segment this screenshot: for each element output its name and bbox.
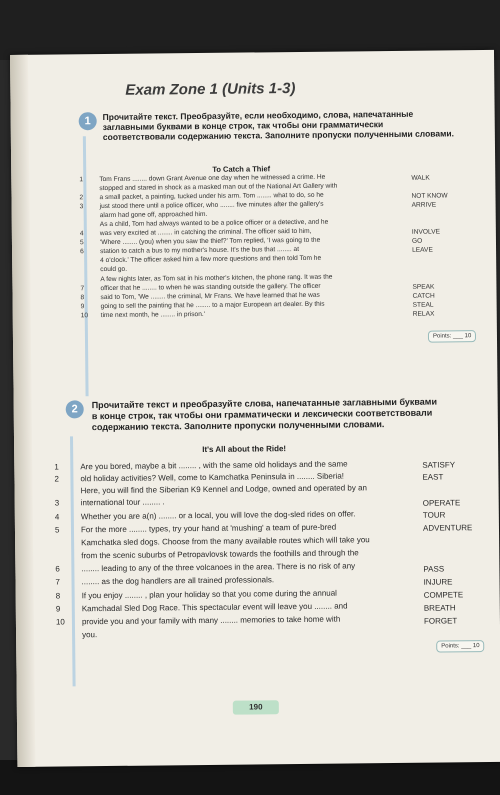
- ex2-line: For the more ........ types, try your hand at 'mushing' a team of pure-bred: [80, 522, 337, 535]
- ex1-line: going to sell the painting that he ........ to a major European art dealer. By this: [100, 300, 325, 311]
- ex2-keyword: EAST: [422, 472, 444, 482]
- exercise-2-number-badge: 2: [66, 400, 84, 418]
- ex1-keyword: SPEAK: [412, 283, 435, 291]
- ex2-line: old holiday activities? Well, come to Kamchatka Peninsula in ........ Siberia!: [80, 471, 345, 484]
- ex1-line-number: 3: [79, 203, 84, 211]
- ex2-line: ........ as the dog handlers are all trained professionals.: [81, 575, 275, 587]
- ex2-keyword: FORGET: [423, 616, 458, 626]
- ex1-keyword: RELAX: [412, 310, 435, 318]
- ex1-line: 4 o'clock.' The officer asked him a few more questions and then told Tom he: [100, 254, 322, 265]
- exercise-2-instruction: Прочитайте текст и преобразуйте слова, напечатанные заглавными буквами в конце строк, так чтобы они грамматически и лексически соответствовали содержанию текста. Заполните пропуски полученными словами.: [91, 396, 438, 433]
- page-header: Exam Zone 1 (Units 1-3): [125, 80, 296, 99]
- ex2-keyword: TOUR: [422, 510, 446, 520]
- ex2-keyword: PASS: [423, 564, 445, 574]
- ex1-line-number: 8: [80, 294, 85, 302]
- ex1-line: was very excited at ........ in catching the criminal. The officer said to him,: [99, 227, 312, 238]
- ex2-line-number: 1: [54, 462, 59, 472]
- ex1-line: officer that he ........ to when he was standing outside the gallery. The officer: [100, 282, 321, 293]
- ex1-line: 'Where ........ (you) when you saw the thief?' Tom replied, 'I was going to the: [99, 236, 321, 247]
- ex2-line: If you enjoy ........ , plan your holiday so that you come during the annual: [81, 588, 337, 601]
- ex1-line: said to Tom, 'We ........ the criminal, Mr Frans. We have learned that he was: [100, 291, 320, 302]
- ex2-keyword: SATISFY: [422, 460, 456, 470]
- ex1-line-number: 7: [80, 285, 85, 293]
- ex1-keyword: ARRIVE: [411, 201, 437, 209]
- ex2-line-number: 7: [55, 577, 61, 587]
- ex2-line: from the scenic suburbs of Petropavlovsk towards the foothills and through the: [81, 548, 359, 561]
- ex2-line-number: 3: [54, 498, 60, 508]
- ex2-line: Kamchatka sled dogs. Choose from the many available routes which will take you: [81, 535, 370, 548]
- ex1-keyword: CATCH: [412, 292, 435, 300]
- ex2-line: Here, you will find the Siberian K9 Kennel and Lodge, owned and operated by an: [80, 483, 368, 496]
- ex1-line-number: 9: [80, 303, 85, 311]
- ex2-line: Whether you are a(n) ........ or a local, you will love the dog-sled rides on offer.: [80, 509, 356, 522]
- ex1-keyword: GO: [411, 237, 423, 245]
- ex2-keyword: BREATH: [423, 603, 456, 613]
- ex2-line: Are you bored, maybe a bit ........ , with the same old holidays and the same: [80, 459, 348, 472]
- ex1-line: time next month, he ........ in prison.': [100, 310, 206, 320]
- exercise-1-margin-bar: [80, 136, 89, 396]
- ex1-line-number: 5: [79, 239, 84, 247]
- ex1-line: could go.: [100, 265, 128, 274]
- ex1-line: station to catch a bus to my mother's house. It's the bus that ........ at: [100, 245, 300, 256]
- ex2-line-number: 2: [54, 474, 59, 484]
- exercise-2-title: It's All about the Ride!: [202, 444, 287, 455]
- ex2-line: ........ leading to any of the three volcanoes in the area. There is no risk of any: [81, 561, 356, 574]
- ex1-line: A few nights later, as Tom sat in his mother's kitchen, the phone rang. It was the: [100, 273, 333, 284]
- ex1-line: alarm had gone off, approached him.: [99, 210, 208, 220]
- ex2-line-number: 10: [55, 617, 65, 627]
- textbook-page: [10, 50, 500, 767]
- ex2-line: you.: [82, 630, 98, 640]
- book-spine-shadow: [10, 55, 35, 767]
- exercise-1-title: To Catch a Thief: [212, 164, 271, 174]
- ex2-keyword: COMPETE: [423, 590, 464, 600]
- ex1-line: As a child, Tom had always wanted to be a police officer or a detective, and he: [99, 218, 329, 229]
- ex2-line-number: 9: [55, 604, 61, 614]
- ex1-line-number: 1: [79, 176, 84, 184]
- ex1-keyword: NOT KNOW: [411, 192, 448, 200]
- ex1-keyword: LEAVE: [412, 246, 433, 254]
- ex2-line: provide you and your family with many ........ memories to take home with: [81, 614, 341, 627]
- page-number: 190: [233, 700, 279, 714]
- ex2-line-number: 8: [55, 591, 61, 601]
- ex1-points-box: Points: ___ 10: [428, 330, 477, 343]
- exercise-1-instruction: Прочитайте текст. Преобразуйте, если необходимо, слова, напечатанные заглавными буквами в конце строк, так чтобы они грамматически соответствовали содержанию текста. Заполните пропуски полученными словами.: [102, 108, 455, 143]
- ex2-line: international tour ........ .: [80, 497, 165, 508]
- ex1-keyword: STEAL: [412, 301, 434, 309]
- ex1-line: a small packet, a painting, tucked under his arm. Tom ........ what to do, so he: [99, 191, 324, 202]
- ex1-keyword: WALK: [411, 174, 430, 182]
- ex2-keyword: INJURE: [423, 577, 453, 587]
- ex2-points-box: Points: ___ 10: [436, 640, 485, 653]
- ex2-line: Kamchadal Sled Dog Race. This spectacular event will leave you ........ and: [81, 601, 348, 614]
- ex1-line-number: 10: [80, 312, 89, 320]
- ex1-line-number: 2: [79, 194, 84, 202]
- ex1-line: just stood there until a police officer, who ........ five minutes after the gallery's: [99, 200, 324, 211]
- ex2-keyword: OPERATE: [422, 498, 461, 508]
- exercise-2-margin-bar: [70, 436, 76, 686]
- ex1-line: stopped and stared in shock as a masked man out of the National Art Gallery with: [99, 182, 338, 193]
- exercise-1-number-badge: 1: [79, 112, 97, 130]
- ex2-line-number: 6: [55, 564, 60, 574]
- ex2-keyword: ADVENTURE: [422, 523, 473, 533]
- ex2-line-number: 5: [54, 525, 60, 535]
- ex1-line-number: 4: [79, 230, 84, 238]
- ex2-line-number: 4: [54, 512, 60, 522]
- ex1-line: Tom Frans ........ down Grant Avenue one day when he witnessed a crime. He: [99, 173, 326, 184]
- ex1-keyword: INVOLVE: [411, 228, 441, 236]
- ex1-line-number: 6: [80, 248, 84, 256]
